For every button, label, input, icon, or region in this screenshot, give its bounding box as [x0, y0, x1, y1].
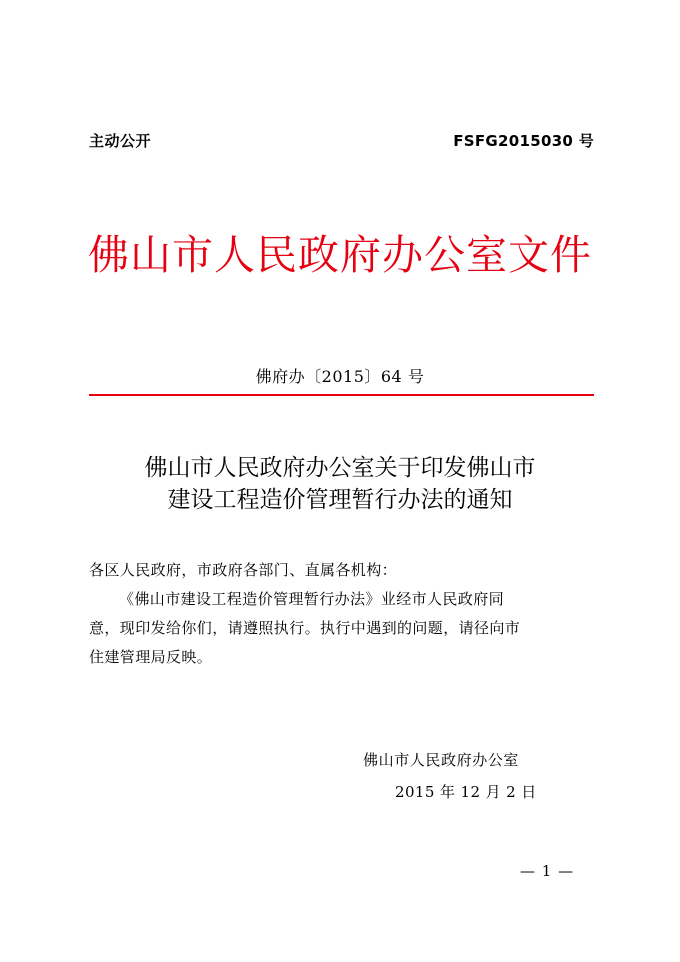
signature-org: 佛山市人民政府办公室	[363, 751, 520, 769]
document-title	[0, 452, 680, 516]
salutation: 各区人民政府，市政府各部门、直属各机构：	[89, 561, 398, 579]
signature-date: 2015 年 12 月 2 日	[395, 783, 537, 801]
title-line-1: 佛山市人民政府办公室关于印发佛山市	[144, 455, 536, 481]
issuer-header: 佛山市人民政府办公室文件	[88, 231, 592, 279]
disclosure-label: 主动公开	[89, 132, 152, 150]
red-divider	[89, 394, 594, 396]
paragraph-line-3: 住建管理局反映。	[89, 648, 213, 666]
paragraph-line-1: 《佛山市建设工程造价管理暂行办法》业经市人民政府同	[119, 590, 505, 608]
paragraph-line-2: 意，现印发给你们，请遵照执行。执行中遇到的问题，请径向市	[89, 619, 521, 637]
document-body	[89, 556, 594, 672]
page-number: — 1 —	[520, 862, 575, 880]
file-code: FSFG2015030 号	[453, 132, 594, 150]
title-line-2: 建设工程造价管理暂行办法的通知	[167, 487, 513, 513]
document-number: 佛府办〔2015〕64 号	[255, 367, 425, 386]
